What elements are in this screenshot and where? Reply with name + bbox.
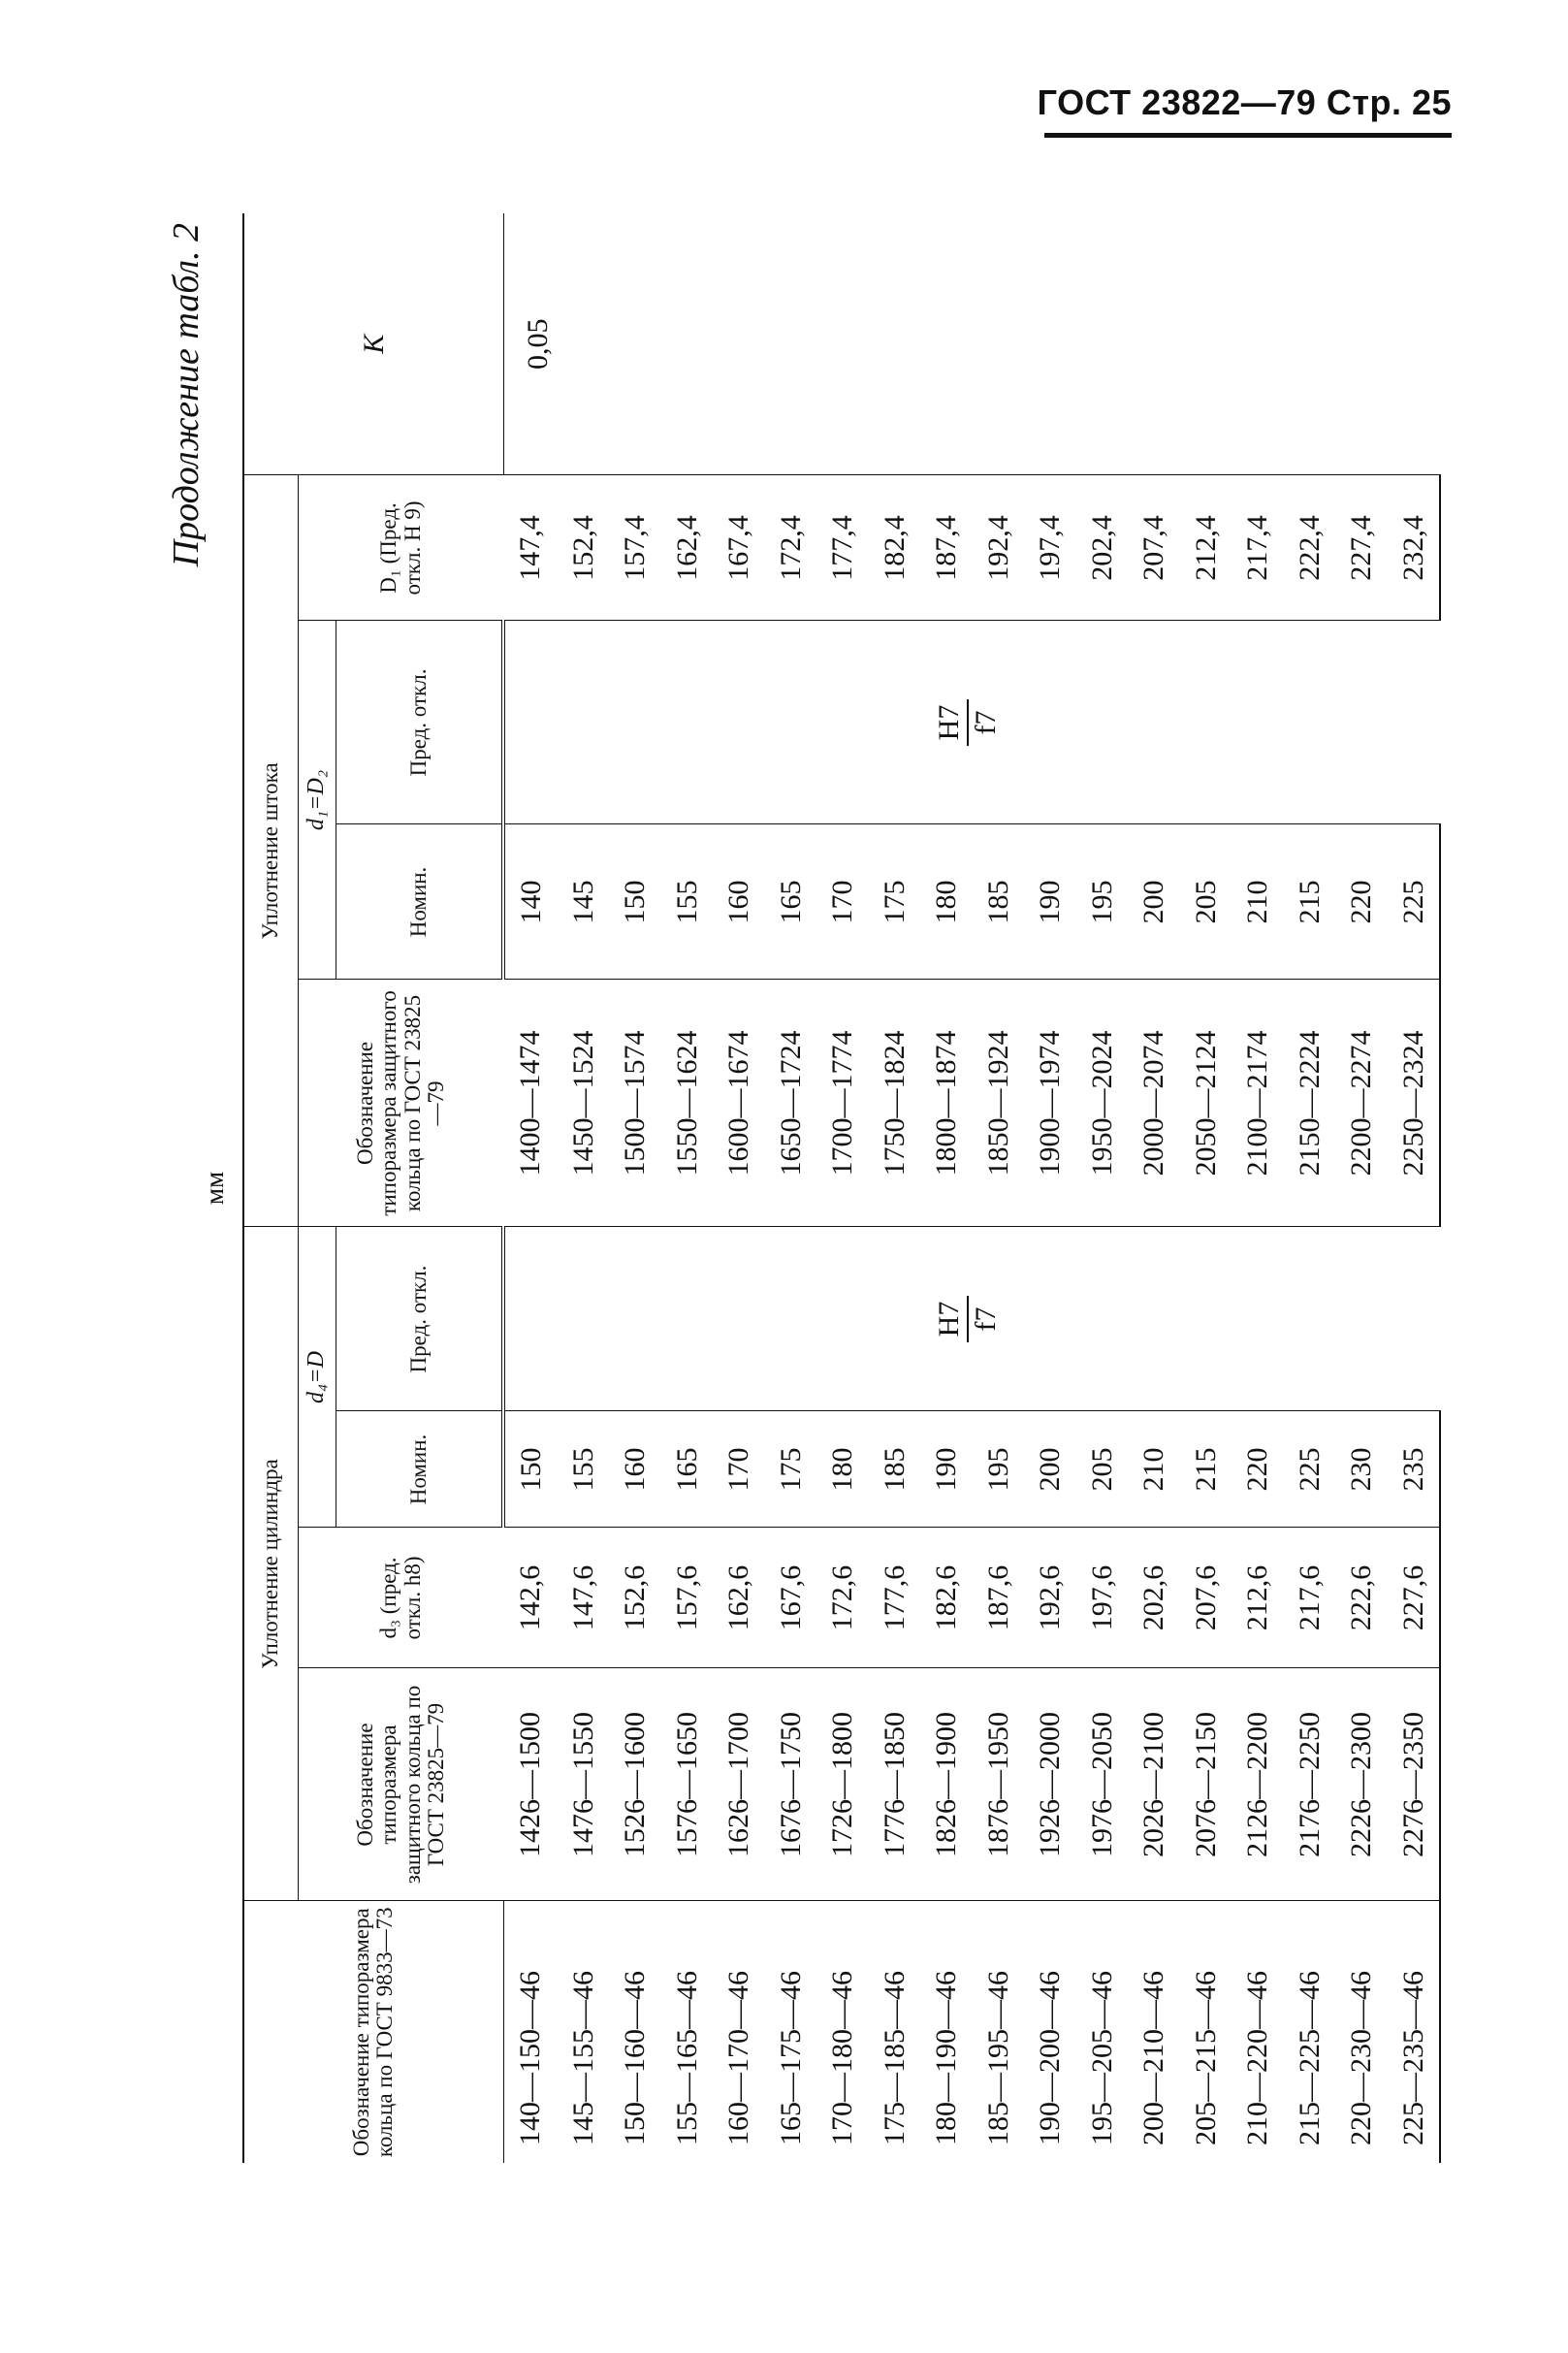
cell-nominal-cyl: 160 [609, 1411, 661, 1528]
cell-nominal-rod: 220 [1335, 824, 1388, 980]
cell-d3: 167,6 [765, 1528, 817, 1668]
header-protective-ring-rod: Обозначение типоразмера защитного кольца по ГОСТ 23825—79 [299, 980, 504, 1227]
table-row [1284, 213, 1336, 2163]
cell-d3: 152,6 [609, 1528, 661, 1668]
cell-D1: 202,4 [1076, 475, 1129, 621]
cell-nominal-rod: 175 [869, 824, 921, 980]
cell-protective-ring-cyl: 1576—1650 [661, 1668, 714, 1901]
cell-ring-designation: 195—205—46 [1085, 1971, 1118, 2145]
cell-protective-ring-cyl: 1826—1900 [920, 1668, 973, 1901]
cell-ring-designation: 215—225—46 [1293, 1971, 1326, 2145]
cell-nominal-cyl: 150 [503, 1411, 558, 1528]
cell-protective-ring-rod: 1800—1874 [920, 980, 973, 1227]
cell-ring-designation: 225—235—46 [1388, 1901, 1441, 2163]
header-tolerance-cyl: Пред. откл. [336, 1227, 504, 1411]
cell-d3: 147,6 [558, 1528, 610, 1668]
table-row [609, 213, 661, 2163]
table-row [869, 213, 921, 2163]
tolerance-num: H7 [934, 699, 969, 747]
table-row [1180, 213, 1232, 2163]
cell-protective-ring-cyl: 2126—2200 [1232, 1668, 1284, 1901]
cell-nominal-cyl: 175 [765, 1411, 817, 1528]
cell-protective-ring-rod: 2000—2074 [1128, 980, 1180, 1227]
cell-protective-ring-rod: 1900—1974 [1024, 980, 1076, 1227]
cell-ring-designation: 170—180—46 [826, 1971, 858, 2145]
cell-protective-ring-rod: 1750—1824 [869, 980, 921, 1227]
cell-nominal-cyl: 190 [920, 1411, 973, 1528]
cell-nominal-rod: 185 [973, 824, 1025, 980]
rotated-table-block [165, 213, 1484, 2163]
cell-protective-ring-cyl: 1976—2050 [1076, 1668, 1129, 1901]
cell-ring-designation: 220—230—46 [1345, 1971, 1377, 2145]
header-d4: d₄=D [299, 1227, 336, 1528]
cell-protective-ring-cyl: 1676—1750 [765, 1668, 817, 1901]
cell-protective-ring-rod: 1500—1574 [609, 980, 661, 1227]
page-header [1038, 82, 1452, 138]
cell-protective-ring-cyl: 2076—2150 [1180, 1668, 1232, 1901]
cell-nominal-rod: 195 [1076, 824, 1129, 980]
cell-ring-designation: 190—200—46 [1034, 1971, 1066, 2145]
cell-D1: 177,4 [816, 475, 869, 621]
cell-protective-ring-cyl: 2276—2350 [1388, 1668, 1441, 1901]
cell-protective-ring-cyl: 1776—1850 [869, 1668, 921, 1901]
table-caption: Продолжение табл. 2 [166, 223, 207, 567]
header-protective-ring-cyl: Обозначение типоразмера защитного кольца по ГОСТ 23825—79 [299, 1668, 504, 1901]
cell-protective-ring-cyl: 1626—1700 [713, 1668, 765, 1901]
table-row [713, 213, 765, 2163]
cell-ring-designation: 160—170—46 [722, 1971, 754, 2145]
cell-nominal-cyl: 165 [661, 1411, 714, 1528]
cell-protective-ring-rod: 2150—2224 [1284, 980, 1336, 1227]
cell-D1: 147,4 [503, 475, 558, 621]
header-D1: D₁ (Пред. откл. H 9) [299, 475, 504, 621]
cell-d3: 227,6 [1388, 1528, 1441, 1668]
cell-ring-designation: 210—220—46 [1241, 1971, 1273, 2145]
cell-D1: 207,4 [1128, 475, 1180, 621]
cell-d3: 187,6 [973, 1528, 1025, 1668]
cell-nominal-rod: 200 [1128, 824, 1180, 980]
cell-nominal-rod: 225 [1388, 824, 1441, 980]
cell-d3: 217,6 [1284, 1528, 1336, 1668]
table-row [1128, 213, 1180, 2163]
cell-nominal-rod: 190 [1024, 824, 1076, 980]
cell-protective-ring-rod: 1950—2024 [1076, 980, 1129, 1227]
tolerance-fraction-rod [934, 699, 1001, 747]
cell-ring-designation: 140—150—46 [514, 1971, 547, 2145]
tolerance-fraction-cyl [934, 1296, 1001, 1343]
cell-protective-ring-cyl: 1476—1550 [558, 1668, 610, 1901]
cell-ring-designation: 200—210—46 [1137, 1971, 1169, 2145]
cell-nominal-cyl: 220 [1232, 1411, 1284, 1528]
table-row [973, 213, 1025, 2163]
table-row [816, 213, 869, 2163]
cell-d3: 182,6 [920, 1528, 973, 1668]
cell-ring-designation: 175—185—46 [878, 1971, 911, 2145]
cell-nominal-cyl: 210 [1128, 1411, 1180, 1528]
cell-nominal-rod: 160 [713, 824, 765, 980]
cell-nominal-cyl: 180 [816, 1411, 869, 1528]
cell-protective-ring-cyl: 1726—1800 [816, 1668, 869, 1901]
cell-D1: 167,4 [713, 475, 765, 621]
cell-tolerance-rod [503, 621, 1440, 824]
cell-protective-ring-rod: 2200—2274 [1335, 980, 1388, 1227]
cell-ring-designation: 150—160—46 [619, 1971, 651, 2145]
cell-d3: 222,6 [1335, 1528, 1388, 1668]
unit-label: мм [200, 1171, 229, 1206]
table-row [1024, 213, 1076, 2163]
header-rule [1044, 133, 1452, 138]
cell-protective-ring-cyl: 2176—2250 [1284, 1668, 1336, 1901]
header-nominal-rod: Номин. [336, 824, 504, 980]
header-ring-designation: Обозначение типоразмера кольца по ГОСТ 9833—73 [243, 1901, 503, 2163]
cell-D1: 157,4 [609, 475, 661, 621]
cell-d3: 192,6 [1024, 1528, 1076, 1668]
cell-nominal-rod: 140 [503, 824, 558, 980]
cell-nominal-rod: 155 [661, 824, 714, 980]
cell-nominal-cyl: 200 [1024, 1411, 1076, 1528]
cell-D1: 192,4 [973, 475, 1025, 621]
cell-D1: 232,4 [1388, 475, 1441, 621]
table-body [503, 213, 1440, 2163]
cell-protective-ring-cyl: 1526—1600 [609, 1668, 661, 1901]
cell-nominal-cyl: 185 [869, 1411, 921, 1528]
cell-nominal-cyl: 215 [1180, 1411, 1232, 1528]
header-tolerance-rod: Пред. откл. [336, 621, 504, 824]
cell-D1: 227,4 [1335, 475, 1388, 621]
cell-nominal-cyl: 170 [713, 1411, 765, 1528]
cell-d3: 207,6 [1180, 1528, 1232, 1668]
cell-D1: 152,4 [558, 475, 610, 621]
cell-protective-ring-cyl: 2026—2100 [1128, 1668, 1180, 1901]
header-rod-seal: Уплотнение штока [243, 475, 299, 1227]
cell-nominal-rod: 150 [609, 824, 661, 980]
tolerance-den: f7 [969, 1306, 1002, 1332]
cell-D1: 197,4 [1024, 475, 1076, 621]
cell-D1: 172,4 [765, 475, 817, 621]
table-row [1388, 213, 1441, 2163]
cell-nominal-rod: 215 [1284, 824, 1336, 980]
cell-nominal-cyl: 230 [1335, 1411, 1388, 1528]
cell-protective-ring-cyl: 1926—2000 [1024, 1668, 1076, 1901]
cell-d3: 197,6 [1076, 1528, 1129, 1668]
cell-D1: 217,4 [1232, 475, 1284, 621]
cell-nominal-cyl: 225 [1284, 1411, 1336, 1528]
cell-d3: 157,6 [661, 1528, 714, 1668]
tolerance-den: f7 [969, 710, 1002, 735]
tolerance-num: H7 [934, 1296, 969, 1343]
cell-protective-ring-cyl: 2226—2300 [1335, 1668, 1388, 1901]
table-row [1232, 213, 1284, 2163]
cell-D1: 222,4 [1284, 475, 1336, 621]
cell-nominal-cyl: 235 [1388, 1411, 1441, 1528]
cell-ring-designation: 155—165—46 [670, 1971, 703, 2145]
table-row [503, 213, 558, 2163]
cell-ring-designation: 180—190—46 [930, 1971, 962, 2145]
cell-d3: 202,6 [1128, 1528, 1180, 1668]
cell-protective-ring-rod: 1400—1474 [503, 980, 558, 1227]
cell-ring-designation: 165—175—46 [774, 1971, 807, 2145]
cell-tolerance-cyl [503, 1227, 1440, 1411]
cell-nominal-cyl: 155 [558, 1411, 610, 1528]
cell-D1: 182,4 [869, 475, 921, 621]
cell-d3: 212,6 [1232, 1528, 1284, 1668]
data-table [242, 213, 1441, 2163]
table-row [1335, 213, 1388, 2163]
header-d3: d₃ (пред. откл. h8) [299, 1528, 504, 1668]
header-cylinder-seal: Уплотнение цилиндра [243, 1227, 299, 1901]
cell-d3: 177,6 [869, 1528, 921, 1668]
cell-d3: 142,6 [503, 1528, 558, 1668]
cell-nominal-rod: 145 [558, 824, 610, 980]
cell-nominal-rod: 180 [920, 824, 973, 980]
cell-ring-designation: 185—195—46 [981, 1971, 1014, 2145]
table-row [765, 213, 817, 2163]
header-d1: d₁=D₂ [299, 621, 336, 980]
cell-protective-ring-rod: 1550—1624 [661, 980, 714, 1227]
cell-nominal-rod: 210 [1232, 824, 1284, 980]
table-row [1076, 213, 1129, 2163]
cell-protective-ring-rod: 2250—2324 [1388, 980, 1441, 1227]
cell-ring-designation: 205—215—46 [1189, 1971, 1222, 2145]
cell-D1: 212,4 [1180, 475, 1232, 621]
cell-D1: 187,4 [920, 475, 973, 621]
cell-protective-ring-rod: 2050—2124 [1180, 980, 1232, 1227]
table-row [558, 213, 610, 2163]
cell-protective-ring-rod: 1450—1524 [558, 980, 610, 1227]
cell-D1: 162,4 [661, 475, 714, 621]
cell-protective-ring-rod: 1600—1674 [713, 980, 765, 1227]
cell-protective-ring-rod: 1650—1724 [765, 980, 817, 1227]
cell-nominal-rod: 205 [1180, 824, 1232, 980]
cell-nominal-cyl: 205 [1076, 1411, 1129, 1528]
cell-d3: 172,6 [816, 1528, 869, 1668]
cell-k: 0,05 [503, 213, 1440, 475]
cell-nominal-cyl: 195 [973, 1411, 1025, 1528]
cell-protective-ring-cyl: 1876—1950 [973, 1668, 1025, 1901]
cell-ring-designation: 145—155—46 [566, 1971, 599, 2145]
page-header-title: ГОСТ 23822—79 Стр. 25 [1037, 82, 1452, 122]
cell-nominal-rod: 165 [765, 824, 817, 980]
table-row [661, 213, 714, 2163]
cell-protective-ring-rod: 1850—1924 [973, 980, 1025, 1227]
cell-nominal-rod: 170 [816, 824, 869, 980]
header-nominal-cyl: Номин. [336, 1411, 504, 1528]
cell-protective-ring-rod: 1700—1774 [816, 980, 869, 1227]
header-k: K [243, 213, 503, 475]
cell-protective-ring-cyl: 1426—1500 [503, 1668, 558, 1901]
table-row [920, 213, 973, 2163]
cell-protective-ring-rod: 2100—2174 [1232, 980, 1284, 1227]
cell-d3: 162,6 [713, 1528, 765, 1668]
